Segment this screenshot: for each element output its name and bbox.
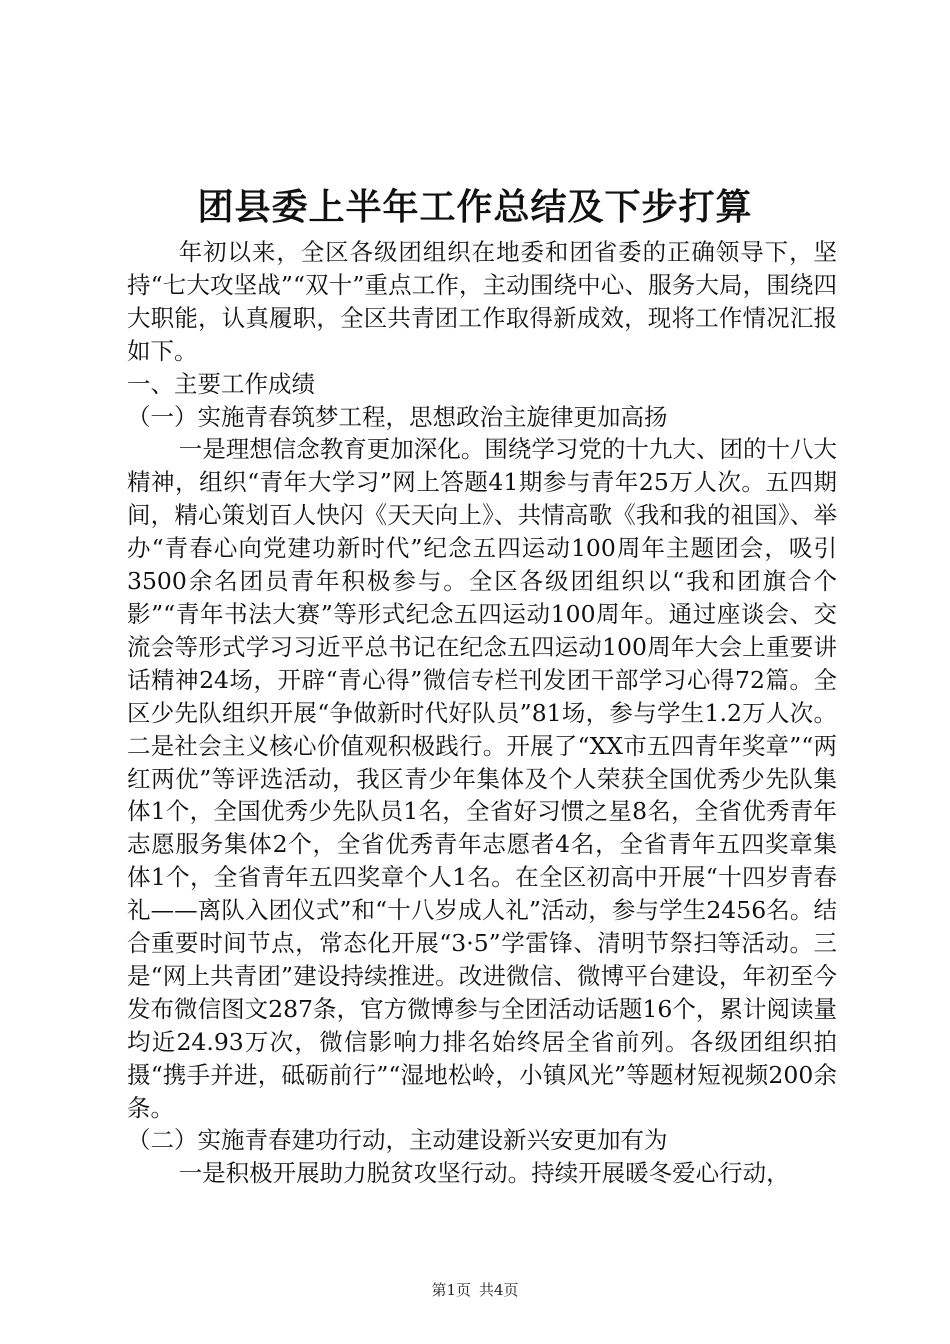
section-heading: 一、主要工作成绩 [127,369,315,398]
document-title: 团县委上半年工作总结及下步打算 [197,186,753,228]
page-footer [0,1280,950,1300]
page-number: 第1页 [431,1281,471,1299]
intro-paragraph: 年初以来，全区各级团组织在地委和团省委的正确领导下，坚持“七大攻坚战”“双十”重点工作，主动围绕中心、服务大局，围绕四大职能，认真履职，全区共青团工作取得新成效，现将工作情况汇报如下。 [127,238,837,365]
page-total: 共4页 [479,1281,519,1299]
subsection-heading: （二）实施青春建功行动，主动建设新兴安更加有为 [127,1126,668,1155]
body-paragraph: 一是积极开展助力脱贫攻坚行动。持续开展暖冬爱心行动， [178,1159,790,1188]
subsection-heading: （一）实施青春筑梦工程，思想政治主旋律更加高扬 [127,402,668,431]
document-body [127,236,837,1190]
body-paragraph: 一是理想信念教育更加深化。围绕学习党的十九大、团的十八大精神，组织“青年大学习”网上答题41期参与青年25万人次。五四期间，精心策划百人快闪《天天向上》、共情高歌《我和我的祖国》、举办“青春心向党建功新时代”纪念五四运动100周年主题团会，吸引3500余名团员青年积极参与。全区各级团组织以“我和团旗合个影”“青年书法大赛”等形式纪念五四运动100周年。通过座谈会、交流会等形式学习习近平总书记在纪念五四运动100周年大会上重要讲话精神24场，开辟“青心得”微信专栏刊发团干部学习心得72篇。全区少先队组织开展“争做新时代好队员”81场，参与学生1.2万人次。二是社会主义核心价值观积极践行。开展了“XX市五四青年奖章”“两红两优”等评选活动，我区青少年集体及个人荣获全国优秀少先队集体1个，全国优秀少先队员1名，全省好习惯之星8名，全省优秀青年志愿服务集体2个，全省优秀青年志愿者4名，全省青年五四奖章集体1个，全省青年五四奖章个人1名。在全区初高中开展“十四岁青春礼——离队入团仪式”和“十八岁成人礼”活动，参与学生2456名。结合重要时间节点，常态化开展“3·5”学雷锋、清明节祭扫等活动。三是“网上共青团”建设持续推进。改进微信、微博平台建设，年初至今发布微信图文287条，官方微博参与全团活动话题16个，累计阅读量均近24.93万次，微信影响力排名始终居全省前列。各级团组织拍摄“携手并进，砥砺前行”“湿地松岭，小镇风光”等题材短视频200余条。 [127,435,837,1122]
